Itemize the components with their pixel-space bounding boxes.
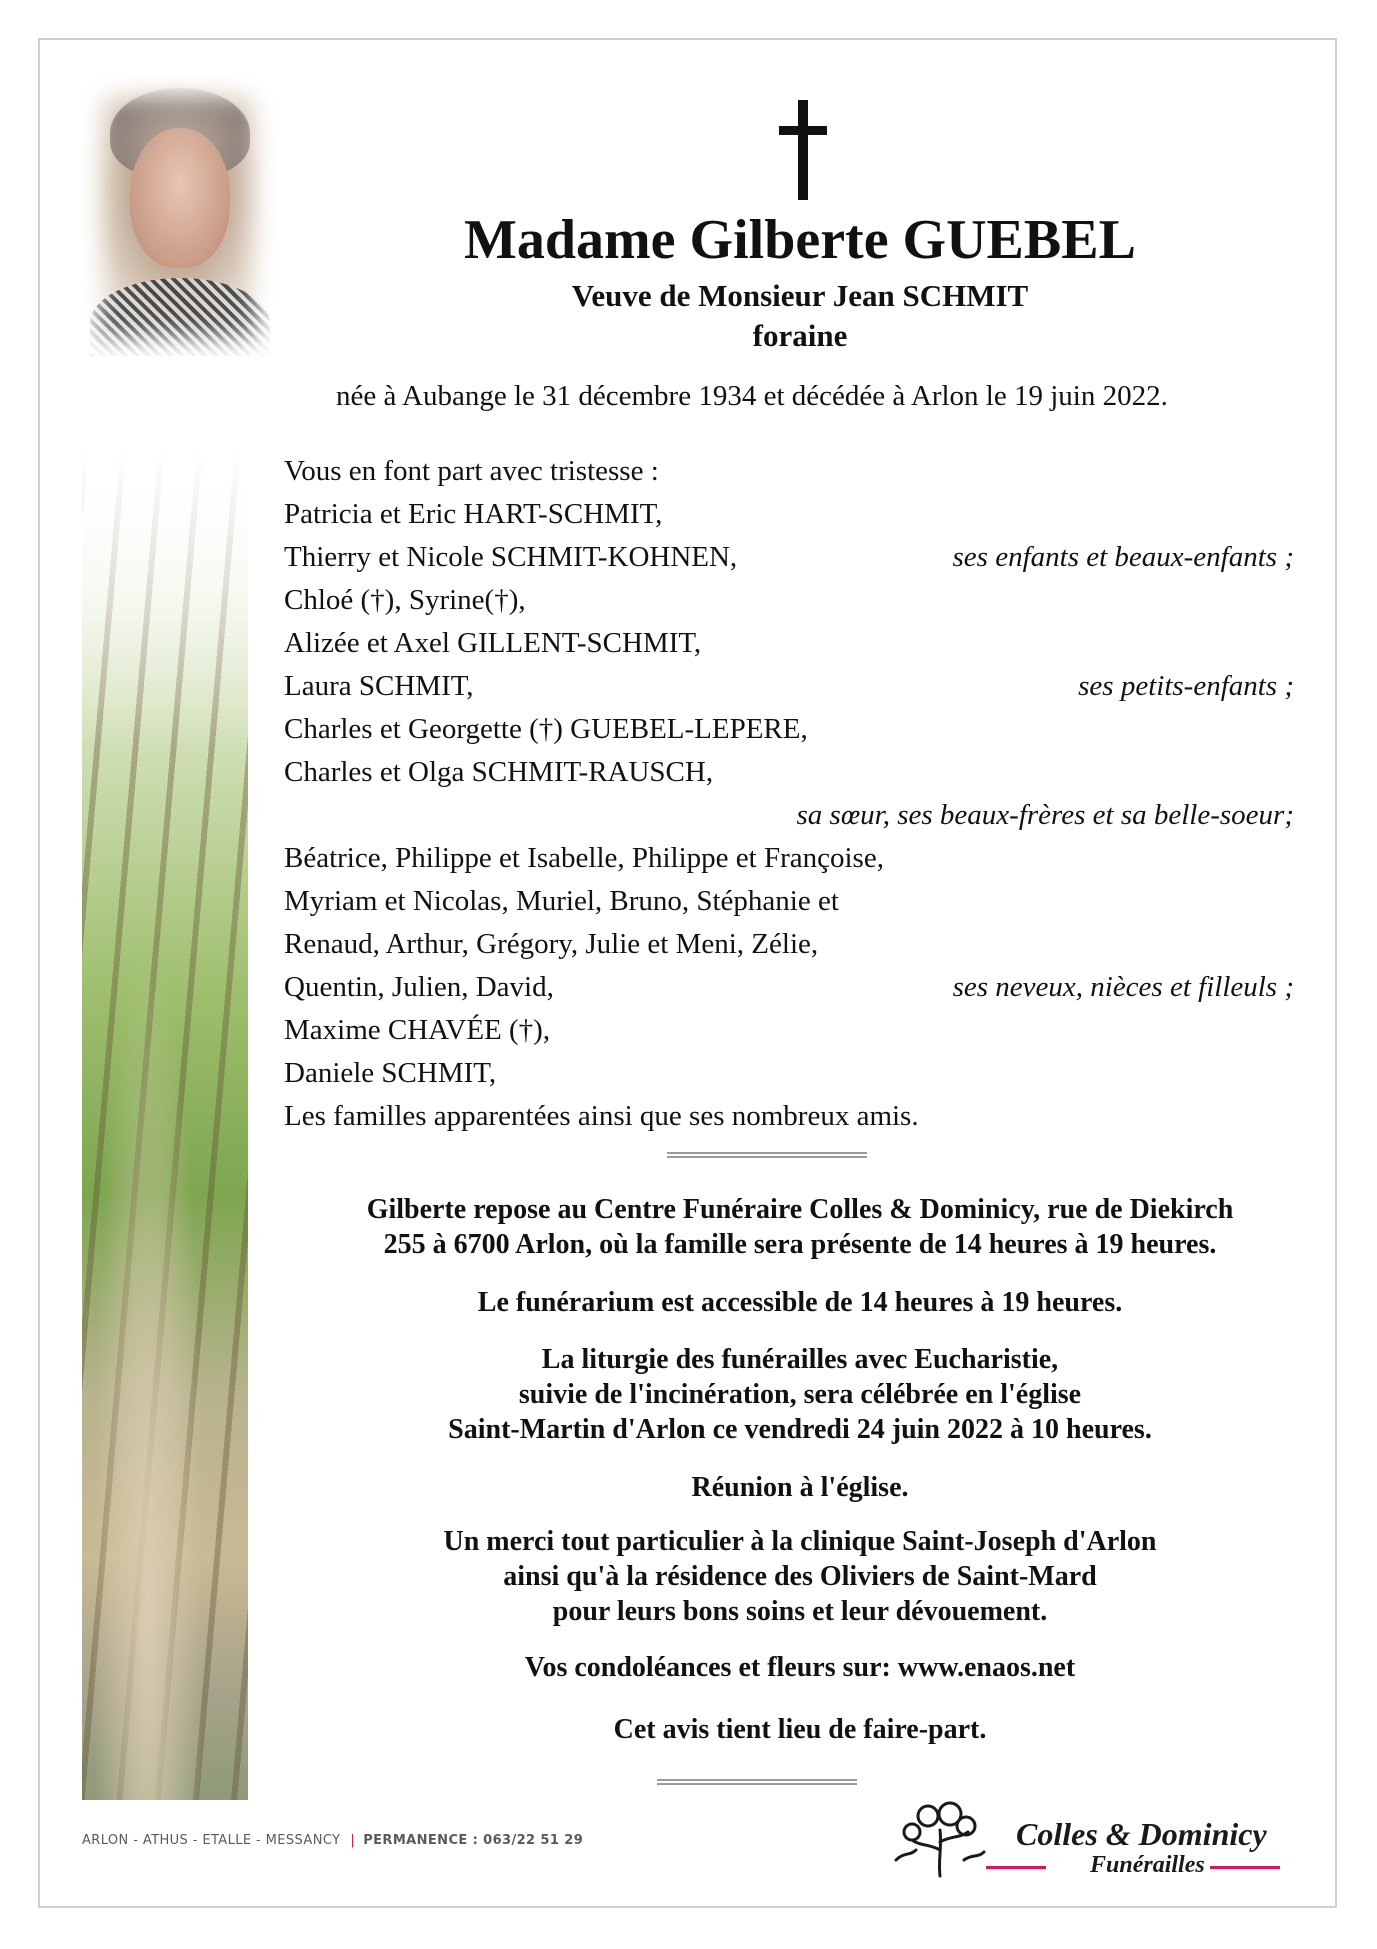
family-names: Myriam et Nicolas, Muriel, Bruno, Stéphanie et [284, 885, 839, 917]
liturgy-notice [280, 1342, 1320, 1447]
footer-locations: ARLON - ATHUS - ETALLE - MESSANCY [82, 1833, 341, 1848]
family-names: Daniele SCHMIT, [284, 1057, 497, 1089]
cross-icon [779, 100, 827, 200]
condolences-notice: Vos condoléances et fleurs sur: www.enaos.net [524, 1652, 1076, 1683]
widow-of-line: Veuve de Monsieur Jean SCHMIT [571, 278, 1029, 313]
family-names: Charles et Georgette (†) GUEBEL-LEPERE, [284, 713, 808, 745]
family-names: Les familles apparentées ainsi que ses nombreux amis. [284, 1100, 919, 1132]
family-names: Patricia et Eric HART-SCHMIT, [284, 498, 663, 530]
family-row [284, 450, 1294, 493]
funeral-home-logo [890, 1794, 1310, 1884]
divider [667, 1152, 867, 1158]
family-names: Béatrice, Philippe et Isabelle, Philippe et Françoise, [284, 842, 884, 874]
family-names: Maxime CHAVÉE (†), [284, 1014, 551, 1046]
thanks-line-3: pour leurs bons soins et leur dévouement. [552, 1596, 1048, 1627]
family-row [284, 880, 1294, 923]
repose-notice [280, 1192, 1320, 1262]
brand-underline-left [986, 1866, 1046, 1869]
thanks-line-1: Un merci tout particulier à la clinique Saint-Joseph d'Arlon [443, 1526, 1157, 1557]
brand-name: Colles & Dominicy [1016, 1816, 1267, 1852]
funerarium-notice: Le funérarium est accessible de 14 heures à 19 heures. [477, 1287, 1123, 1318]
family-row [284, 622, 1294, 665]
thanks-notice [280, 1524, 1320, 1629]
family-row [284, 493, 1294, 536]
family-names: Charles et Olga SCHMIT-RAUSCH, [284, 756, 714, 788]
family-names: Chloé (†), Syrine(†), [284, 584, 526, 616]
faire-part-notice: Cet avis tient lieu de faire-part. [613, 1714, 987, 1745]
family-row [284, 794, 1294, 837]
family-names: Laura SCHMIT, [284, 670, 474, 702]
family-row [284, 1052, 1294, 1095]
family-row [284, 751, 1294, 794]
family-names: Thierry et Nicole SCHMIT-KOHNEN, [284, 541, 738, 573]
brand-underline-right [1210, 1866, 1280, 1869]
birth-death-dates: née à Aubange le 31 décembre 1934 et décédée à Arlon le 19 juin 2022. [336, 380, 1168, 412]
family-relation: sa sœur, ses beaux-frères et sa belle-soeur; [796, 799, 1294, 831]
family-names: Renaud, Arthur, Grégory, Julie et Meni, Zélie, [284, 928, 819, 960]
family-names: Quentin, Julien, David, [284, 971, 554, 1003]
repose-line-1: Gilberte repose au Centre Funéraire Colles & Dominicy, rue de Diekirch [366, 1194, 1234, 1225]
family-names: Alizée et Axel GILLENT-SCHMIT, [284, 627, 702, 659]
family-names: Vous en font part avec tristesse : [284, 455, 659, 487]
footer-contact [82, 1833, 583, 1848]
forest-path-image [82, 452, 248, 1800]
liturgy-line-2: suivie de l'incinération, sera célébrée en l'église [518, 1379, 1082, 1410]
occupation: foraine [752, 318, 848, 353]
family-list [284, 450, 1294, 1138]
reunion-notice: Réunion à l'église. [691, 1472, 909, 1503]
family-row [284, 966, 1294, 1009]
thanks-line-2: ainsi qu'à la résidence des Oliviers de Saint-Mard [503, 1561, 1097, 1592]
portrait-photo [80, 78, 276, 356]
page-title: Madame Gilberte GUEBEL [464, 209, 1136, 271]
family-row [284, 579, 1294, 622]
repose-line-2: 255 à 6700 Arlon, où la famille sera présente de 14 heures à 19 heures. [383, 1229, 1217, 1260]
family-row [284, 1009, 1294, 1052]
family-row [284, 923, 1294, 966]
liturgy-line-3: Saint-Martin d'Arlon ce vendredi 24 juin 2022 à 10 heures. [448, 1414, 1152, 1445]
divider [657, 1779, 857, 1785]
family-row [284, 1095, 1294, 1138]
family-row [284, 665, 1294, 708]
family-relation: ses neveux, nièces et filleuls ; [952, 971, 1294, 1003]
family-row [284, 837, 1294, 880]
family-relation: ses enfants et beaux-enfants ; [952, 541, 1294, 573]
footer-separator: | [350, 1833, 356, 1848]
family-row [284, 536, 1294, 579]
footer-permanence: PERMANENCE : 063/22 51 29 [363, 1833, 584, 1848]
family-row [284, 708, 1294, 751]
tree-icon [890, 1800, 990, 1878]
family-relation: ses petits-enfants ; [1078, 670, 1294, 702]
liturgy-line-1: La liturgie des funérailles avec Eucharistie, [541, 1344, 1059, 1375]
brand-subtitle: Funérailles [1090, 1852, 1205, 1878]
